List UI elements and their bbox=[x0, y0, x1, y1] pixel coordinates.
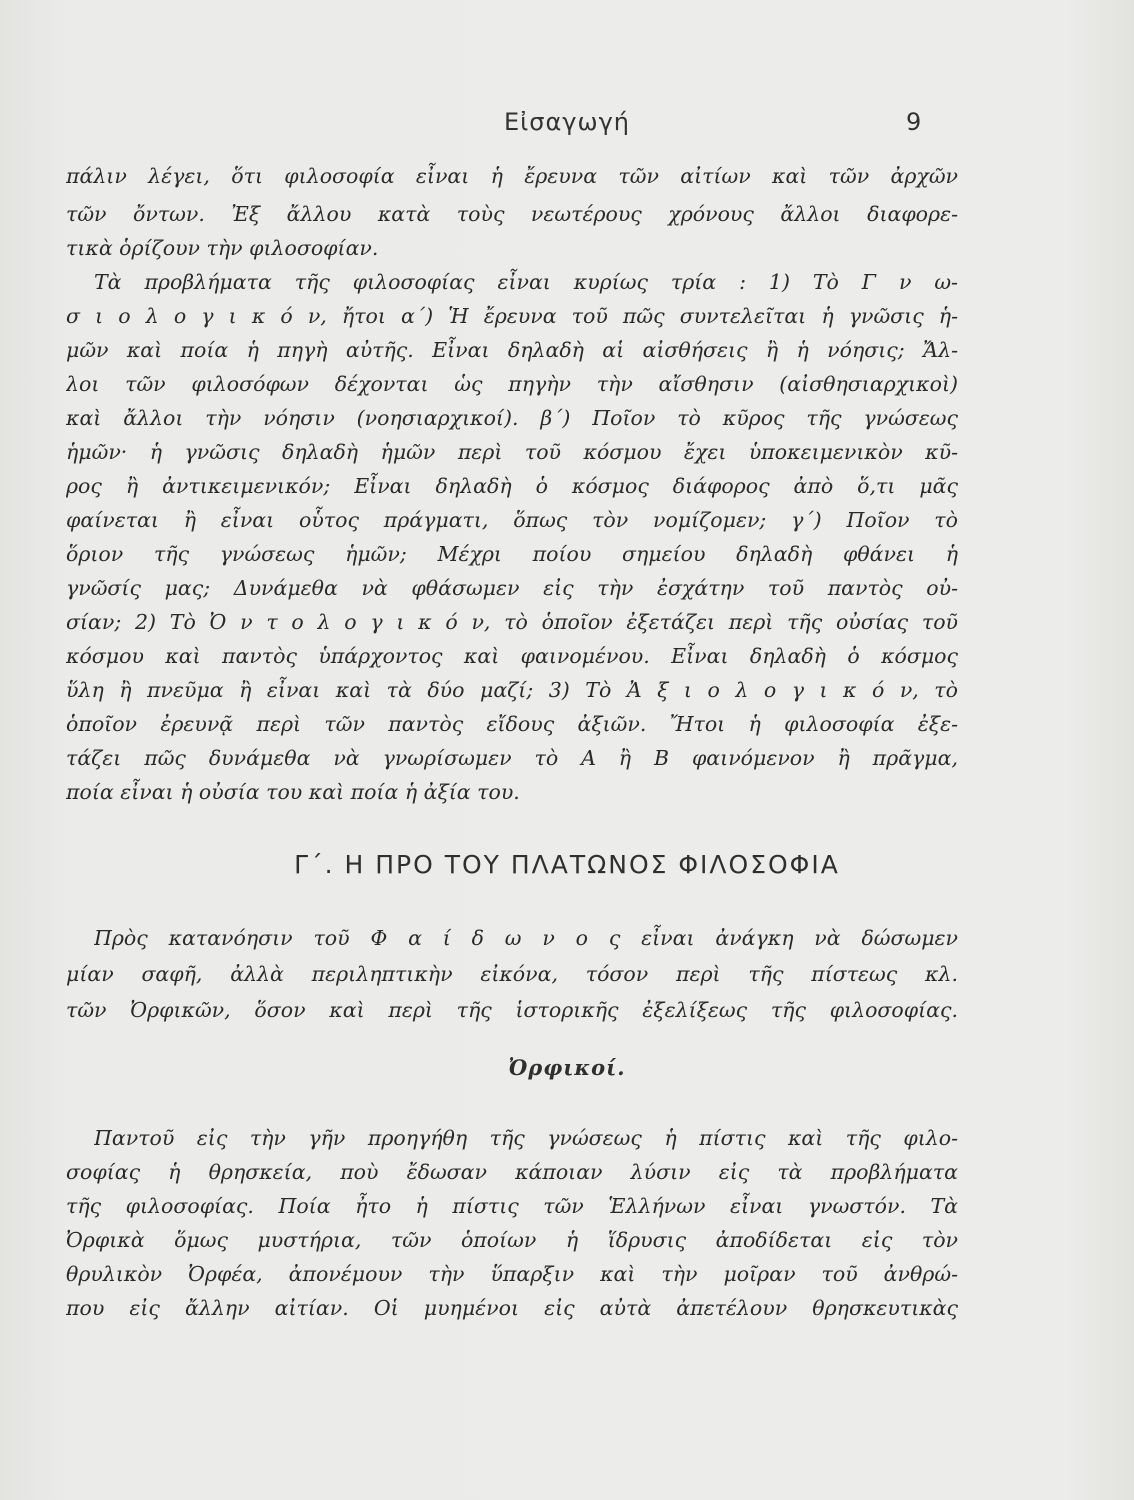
text-line: μῶν καὶ ποία ἡ πηγὴ αὐτῆς. Εἶναι δηλαδὴ αἱ αἰσθήσεις ἢ ἡ νόησις; Ἄλ- bbox=[66, 338, 958, 362]
text-line: Παντοῦ εἰς τὴν γῆν προηγήθη τῆς γνώσεως ἡ πίστις καὶ τῆς φιλο- bbox=[94, 1126, 958, 1150]
text-line: ὁποῖον ἐρευνᾷ περὶ τῶν παντὸς εἴδους ἀξιῶν. Ἤτοι ἡ φιλοσοφία ἐξε- bbox=[66, 712, 958, 736]
text-line: πάλιν λέγει, ὅτι φιλοσοφία εἶναι ἡ ἔρευνα τῶν αἰτίων καὶ τῶν ἀρχῶν bbox=[66, 164, 958, 188]
text-line: τῶν ὄντων. Ἐξ ἄλλου κατὰ τοὺς νεωτέρους χρόνους ἄλλοι διαφορε- bbox=[66, 202, 958, 226]
sub-heading: Ὀρφικοί. bbox=[508, 1055, 626, 1080]
text-line: Ὀρφικὰ ὅμως μυστήρια, τῶν ὁποίων ἡ ἵδρυσις ἀποδίδεται εἰς τὸν bbox=[66, 1228, 958, 1252]
text-line: Τὰ προβλήματα τῆς φιλοσοφίας εἶναι κυρίως τρία : 1) Τὸ Γ ν ω- bbox=[94, 270, 958, 294]
text-line: τῆς φιλοσοφίας. Ποία ἦτο ἡ πίστις τῶν Ἑλλήνων εἶναι γνωστόν. Τὰ bbox=[66, 1194, 958, 1218]
text-line: που εἰς ἄλλην αἰτίαν. Οἱ μυημένοι εἰς αὐτὰ ἀπετέλουν θρησκευτικὰς bbox=[66, 1296, 958, 1320]
text-line: ὅριον τῆς γνώσεως ἡμῶν; Μέχρι ποίου σημείου δηλαδὴ φθάνει ἡ bbox=[66, 542, 958, 566]
text-line: τάζει πῶς δυνάμεθα νὰ γνωρίσωμεν τὸ Α ἢ Β φαινόμενον ἢ πρᾶγμα, bbox=[66, 746, 958, 770]
text-line: τικὰ ὁρίζουν τὴν φιλοσοφίαν. bbox=[66, 236, 379, 260]
text-line: τῶν Ὀρφικῶν, ὅσον καὶ περὶ τῆς ἱστορικῆς ἐξελίξεως τῆς φιλοσοφίας. bbox=[66, 998, 958, 1022]
text-line: Πρὸς κατανόησιν τοῦ Φ α ί δ ω ν ο ς εἶναι ἀνάγκη νὰ δώσωμεν bbox=[94, 926, 958, 950]
text-line: θρυλικὸν Ὀρφέα, ἀπονέμουν τὴν ὕπαρξιν καὶ τὴν μοῖραν τοῦ ἀνθρώ- bbox=[66, 1262, 958, 1286]
text-line: σ ι ο λ ο γ ι κ ό ν, ἤτοι α΄) Ἡ ἔρευνα τοῦ πῶς συντελεῖται ἡ γνῶσις ἡ- bbox=[66, 304, 958, 328]
text-line: ἡμῶν· ἡ γνῶσις δηλαδὴ ἡμῶν περὶ τοῦ κόσμου ἔχει ὑποκειμενικὸν κῦ- bbox=[66, 440, 958, 464]
text-line: κόσμου καὶ παντὸς ὑπάρχοντος καὶ φαινομένου. Εἶναι δηλαδὴ ὁ κόσμος bbox=[66, 644, 958, 668]
text-line: φαίνεται ἢ εἶναι οὗτος πράγματι, ὅπως τὸν νομίζομεν; γ΄) Ποῖον τὸ bbox=[66, 508, 958, 532]
text-line: μίαν σαφῆ, ἀλλὰ περιληπτικὴν εἰκόνα, τόσον περὶ τῆς πίστεως κλ. bbox=[66, 962, 958, 986]
text-line: ποία εἶναι ἡ οὐσία του καὶ ποία ἡ ἀξία του. bbox=[66, 780, 520, 804]
text-line: σοφίας ἡ θρησκεία, ποὺ ἔδωσαν κάποιαν λύσιν εἰς τὰ προβλήματα bbox=[66, 1160, 958, 1184]
running-header-title: Εἰσαγωγή bbox=[503, 108, 631, 136]
text-line: καὶ ἄλλοι τὴν νόησιν (νοησιαρχικοί). β΄) Ποῖον τὸ κῦρος τῆς γνώσεως bbox=[66, 406, 958, 430]
text-line: σίαν; 2) Τὸ Ὀ ν τ ο λ ο γ ι κ ό ν, τὸ ὁποῖον ἐξετάζει περὶ τῆς οὐσίας τοῦ bbox=[66, 610, 958, 634]
text-line: γνῶσίς μας; Δυνάμεθα νὰ φθάσωμεν εἰς τὴν ἐσχάτην τοῦ παντὸς οὐ- bbox=[66, 576, 958, 600]
section-heading: Γ΄. Η ΠΡΟ ΤΟΥ ΠΛΑΤΩΝΟΣ ΦΙΛΟΣΟΦΙΑ bbox=[294, 850, 840, 879]
text-line: ρος ἢ ἀντικειμενικόν; Εἶναι δηλαδὴ ὁ κόσμος διάφορος ἀπὸ ὅ,τι μᾶς bbox=[66, 474, 958, 498]
text-line: ὕλη ἢ πνεῦμα ἢ εἶναι καὶ τὰ δύο μαζί; 3) Τὸ Ἀ ξ ι ο λ ο γ ι κ ό ν, τὸ bbox=[66, 678, 958, 702]
page-number: 9 bbox=[906, 108, 922, 136]
text-line: λοι τῶν φιλοσόφων δέχονται ὡς πηγὴν τὴν αἴσθησιν (αἰσθησιαρχικοὶ) bbox=[66, 372, 958, 396]
